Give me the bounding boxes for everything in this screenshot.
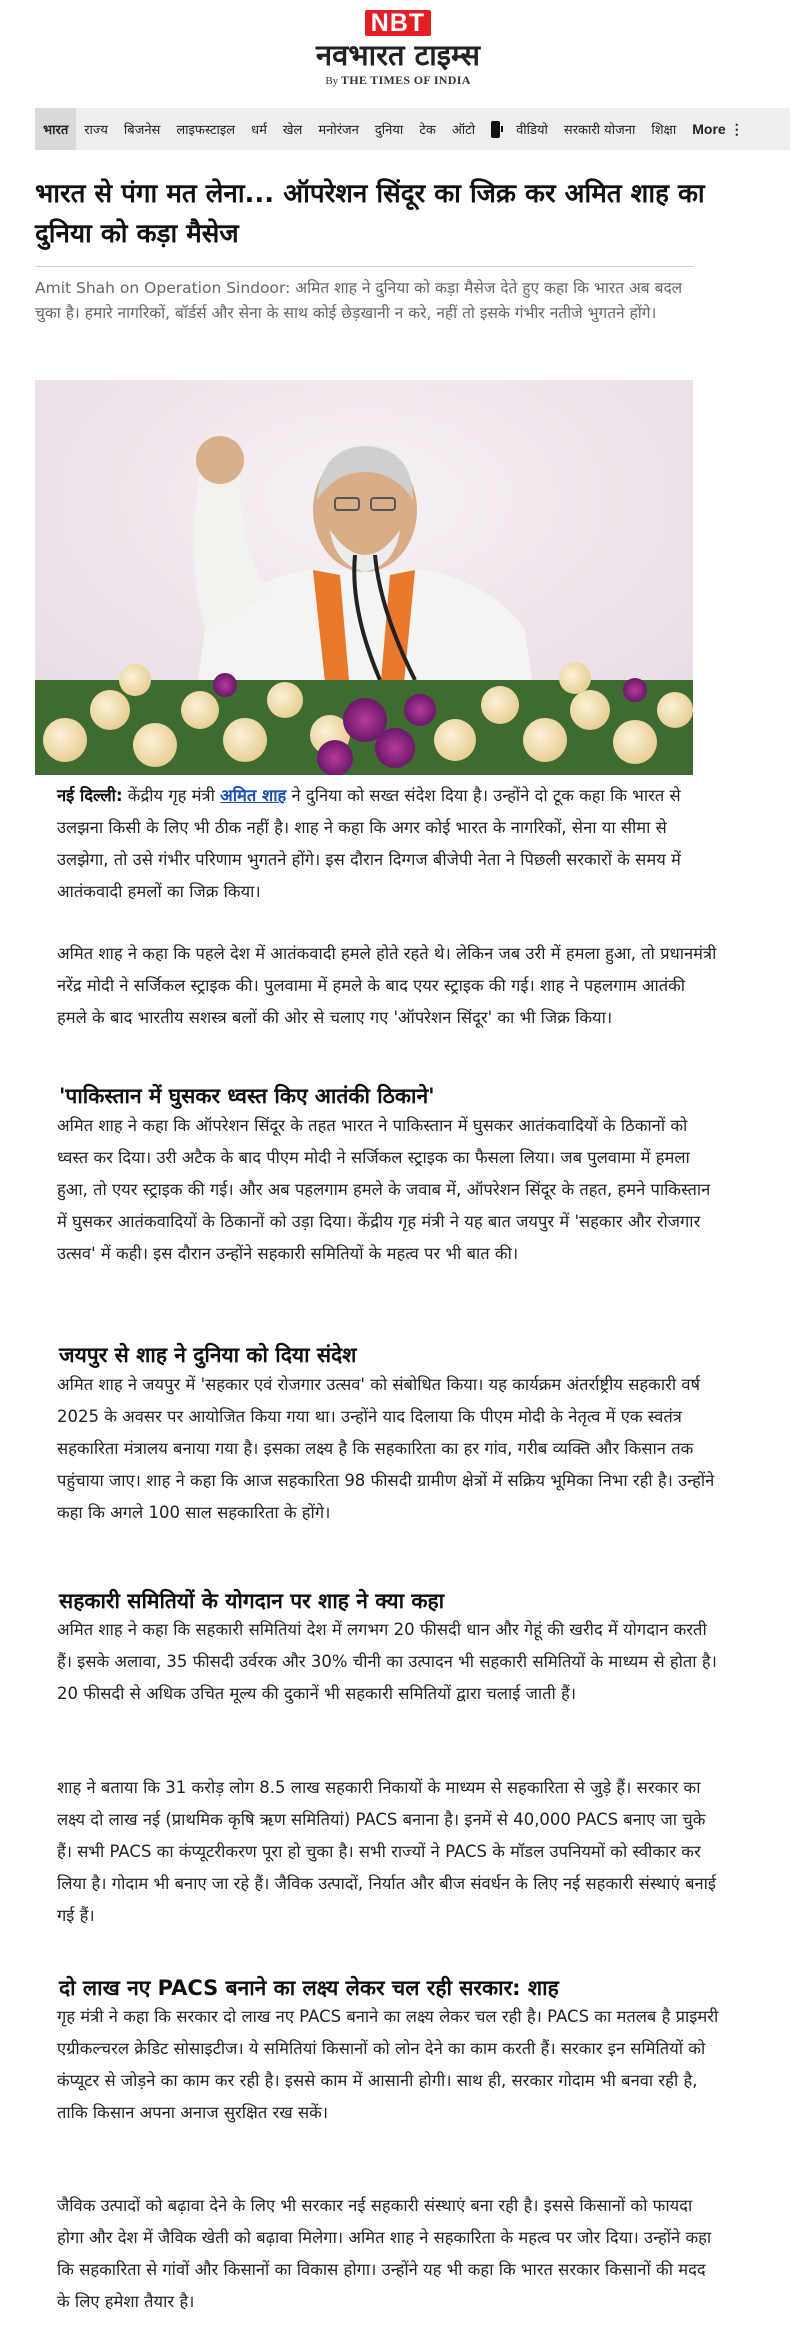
nav-item-shiksha[interactable]: शिक्षा	[651, 123, 677, 138]
logo-badge: NBT	[365, 10, 431, 36]
article-paragraph-8: जैविक उत्पादों को बढ़ावा देने के लिए भी सरकार नई सहकारी संस्थाएं बना रही है। इससे किसानों को फायदा होगा और देश में जैविक खेती को बढ़ावा मिलेगा। अमित शाह ने सहकारिता के महत्व पर जोर दिया। उन्होंने कहा कि सहकारिता से गांवों और किसानों का विकास होगा। उन्होंने यह भी कहा कि भारत सरकार किसानों की मदद के लिए हमेशा तैयार है।	[57, 2196, 712, 2311]
p1-after-link: ने दुनिया को सख्त संदेश दिया है। उन्होंने दो टूक कहा कि भारत से उलझना किसी के लिए भी ठीक नहीं है। शाह ने कहा कि अगर कोई भारत के नागरिकों, सेना या सीमा से उलझेगा, तो उसे गंभीर परिणाम भुगतने होंगे। इस दौरान दिग्गज बीजेपी नेता ने पिछली सरकारों के समय में आतंकवादी हमलों का जिक्र किया।	[57, 786, 681, 901]
article-paragraph-6: शाह ने बताया कि 31 करोड़ लोग 8.5 लाख सहकारी निकायों के माध्यम से सहकारिता से जुड़े हैं। सरकार का लक्ष्य दो लाख नई (प्राथमिक कृषि ऋण समितियां) PACS बनाना है। इनमें से 40,000 PACS बनाए जा चुके हैं। सभी PACS का कंप्यूटरीकरण पूरा हो चुका है। सभी राज्यों ने PACS के मॉडल उपनियमों को स्वीकार कर लिया है। गोदाम भी बनाए जा रहे हैं। जैविक उत्पादों, निर्यात और बीज संवर्धन के लिए नई सहकारी संस्थाएं बनाई गई हैं।	[57, 1778, 717, 1925]
logo-title: नवभारत टाइम्स	[316, 38, 480, 72]
nav-more-button[interactable]	[684, 108, 751, 150]
nav-item-sarkari-yojana[interactable]: सरकारी योजना	[563, 123, 636, 138]
article-summary: Amit Shah on Operation Sindoor: अमित शाह ने दुनिया को कड़ा मैसेज देते हुए कहा कि भारत अब बदल चुका है। हमारे नागरिकों, बॉर्डर्स और सेना के साथ कोई छेड़खानी न करे, नहीं तो इसके गंभीर नतीजे भुगतने होंगे।	[35, 279, 683, 322]
main-nav	[35, 108, 790, 150]
more-label: More	[692, 121, 726, 137]
logo-by: By	[325, 75, 339, 87]
article-headline: भारत से पंगा मत लेना... ऑपरेशन सिंदूर का जिक्र कर अमित शाह का दुनिया को कड़ा मैसेज	[35, 179, 705, 249]
hero-image	[35, 380, 693, 775]
nav-item-rajya[interactable]: राज्य	[84, 123, 108, 138]
amit-shah-link[interactable]: अमित शाह	[220, 786, 287, 805]
dateline: नई दिल्ली:	[57, 786, 123, 805]
nav-item-business[interactable]: बिजनेस	[123, 123, 161, 138]
subheading-3: सहकारी समितियों के योगदान पर शाह ने क्या कहा	[59, 1589, 445, 1613]
article-paragraph-5: अमित शाह ने कहा कि सहकारी समितियां देश में लगभग 20 फीसदी धान और गेहूं की खरीद में योगदान करती हैं। इसके अलावा, 35 फीसदी उर्वरक और 30% चीनी का उत्पादन भी सहकारी समितियों के माध्यम से होता है। 20 फीसदी से अधिक उचित मूल्य की दुकानें भी सहकारी समितियों द्वारा चलाई जाती हैं।	[57, 1620, 717, 1703]
logo-subtitle	[0, 73, 796, 88]
kebab-menu-icon: ⋮	[729, 120, 744, 137]
article-paragraph-7: गृह मंत्री ने कहा कि सरकार दो लाख नए PACS बनाने का लक्ष्य लेकर चल रही है। PACS का मतलब है प्राइमरी एग्रीकल्चरल क्रेडिट सोसाइटीज। ये समितियां किसानों को लोन देने का काम करती हैं। सरकार इन समितियों को कंप्यूटर से जोड़ने का काम कर रही है। इससे काम में आसानी होगी। साथ ही, सरकार गोदाम भी बनवा रही है, ताकि किसान अपना अनाज सुरक्षित रख सकें।	[57, 2007, 719, 2122]
p1-before-link: केंद्रीय गृह मंत्री	[127, 786, 215, 805]
nav-item-dharm[interactable]: धर्म	[251, 123, 267, 138]
nav-item-video[interactable]: वीडियो	[516, 123, 548, 138]
nav-item-bharat[interactable]: भारत	[35, 108, 76, 150]
nav-item-mobile[interactable]	[483, 108, 508, 150]
nav-item-auto[interactable]: ऑटो	[451, 123, 476, 138]
nav-item-lifestyle[interactable]: लाइफस्टाइल	[176, 123, 236, 138]
subheading-2: जयपुर से शाह ने दुनिया को दिया संदेश	[59, 1343, 357, 1367]
nav-item-khel[interactable]: खेल	[282, 123, 303, 138]
mobile-phone-icon	[491, 121, 500, 138]
article-paragraph-2: अमित शाह ने कहा कि पहले देश में आतंकवादी हमले होते रहते थे। लेकिन जब उरी में हमला हुआ, तो प्रधानमंत्री नरेंद्र मोदी ने सर्जिकल स्ट्राइक की। पुलवामा में हमले के बाद एयर स्ट्राइक की गई। शाह ने पहलगाम आतंकी हमले के बाद भारतीय सशस्त्र बलों की ओर से चलाए गए 'ऑपरेशन सिंदूर' का भी जिक्र किया।	[57, 944, 717, 1027]
headline-divider	[35, 266, 694, 267]
subheading-4: दो लाख नए PACS बनाने का लक्ष्य लेकर चल रही सरकार: शाह	[59, 1976, 559, 2000]
subheading-1: 'पाकिस्तान में घुसकर ध्वस्त किए आतंकी ठिकाने'	[59, 1084, 435, 1108]
logo-source: THE TIMES OF INDIA	[340, 73, 471, 87]
site-logo[interactable]	[0, 10, 796, 96]
nav-item-manoranjan[interactable]: मनोरंजन	[318, 123, 359, 138]
nav-item-tech[interactable]: टेक	[419, 123, 436, 138]
article-paragraph-3: अमित शाह ने कहा कि ऑपरेशन सिंदूर के तहत भारत ने पाकिस्तान में घुसकर आतंकवादियों के ठिकानों को ध्वस्त कर दिया। उरी अटैक के बाद पीएम मोदी ने सर्जिकल स्ट्राइक का फैसला लिया। जब पुलवामा में हमला हुआ, तो एयर स्ट्राइक की गई। और अब पहलगाम हमले के जवाब में, ऑपरेशन सिंदूर के तहत, हमने पाकिस्तान में घुसकर आतंकवादियों के ठिकानों को उड़ा दिया। केंद्रीय गृह मंत्री ने यह बात जयपुर में 'सहकार और रोजगार उत्सव' में कही। इस दौरान उन्होंने सहकारी समितियों के महत्व पर भी बात की।	[57, 1116, 711, 1263]
nav-item-duniya[interactable]: दुनिया	[374, 123, 404, 138]
article-paragraph-4: अमित शाह ने जयपुर में 'सहकार एवं रोजगार उत्सव' को संबोधित किया। यह कार्यक्रम अंतर्राष्ट्रीय सहकारी वर्ष 2025 के अवसर पर आयोजित किया गया था। उन्होंने याद दिलाया कि पीएम मोदी के नेतृत्व में एक स्वतंत्र सहकारिता मंत्रालय बनाया गया है। इसका लक्ष्य है कि सहकारिता का हर गांव, गरीब व्यक्ति और किसान तक पहुंचाया जाए। शाह ने कहा कि आज सहकारिता 98 फीसदी ग्रामीण क्षेत्रों में सक्रिय भूमिका निभा रही है। उन्होंने कहा कि अगले 100 साल सहकारिता के होंगे।	[57, 1375, 715, 1522]
article-paragraph-1	[57, 780, 719, 908]
